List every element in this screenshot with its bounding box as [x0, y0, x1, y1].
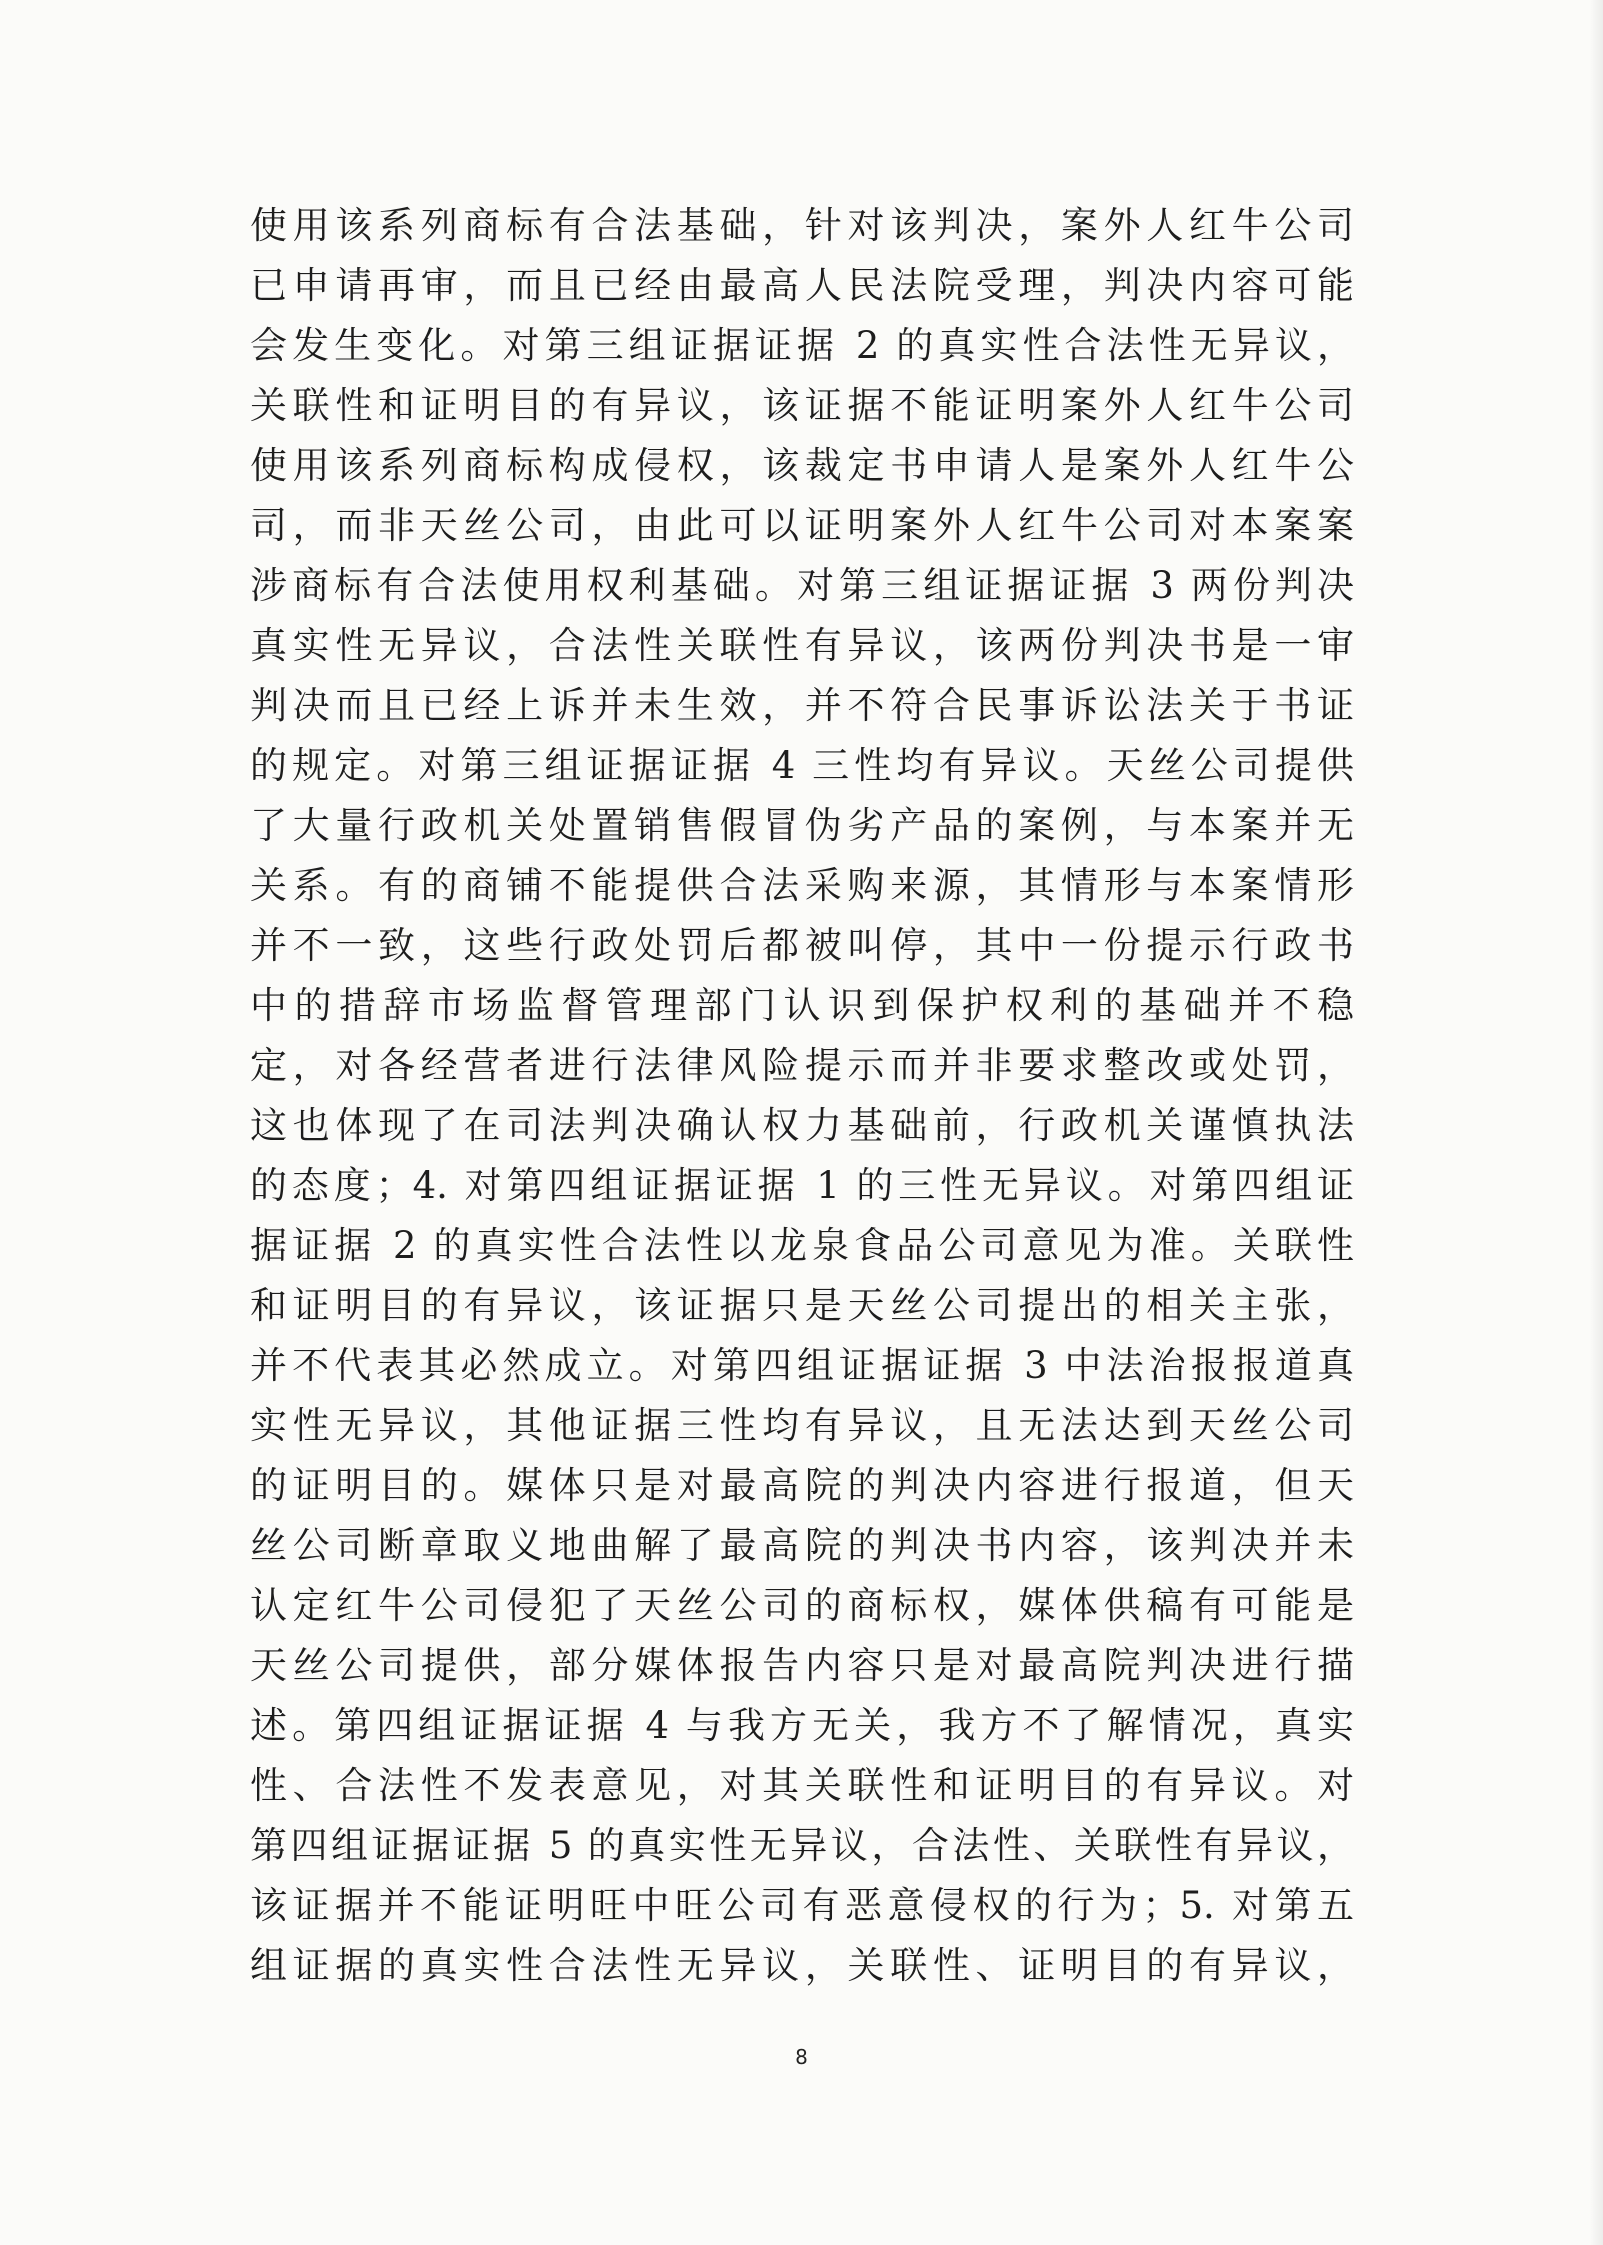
text-line: 了大量行政机关处置销售假冒伪劣产品的案例，与本案并无	[250, 804, 1354, 847]
text-line: 中的措辞市场监督管理部门认识到保护权利的基础并不稳	[250, 984, 1354, 1027]
text-line: 述。第四组证据证据 4 与我方无关，我方不了解情况，真实	[250, 1704, 1354, 1747]
text-line: 的证明目的。媒体只是对最高院的判决内容进行报道，但天	[250, 1464, 1354, 1507]
text-line: 已申请再审，而且已经由最高人民法院受理，判决内容可能	[250, 264, 1354, 307]
page-number: 8	[795, 2045, 808, 2069]
text-line: 组证据的真实性合法性无异议，关联性、证明目的有异议，	[250, 1944, 1354, 1987]
text-line: 使用该系列商标构成侵权，该裁定书申请人是案外人红牛公	[250, 444, 1354, 487]
text-line: 真实性无异议，合法性关联性有异议，该两份判决书是一审	[250, 624, 1354, 667]
scan-edge-shadow	[1589, 0, 1603, 2245]
text-line: 并不一致，这些行政处罚后都被叫停，其中一份提示行政书	[250, 924, 1354, 967]
text-line: 涉商标有合法使用权利基础。对第三组证据证据 3 两份判决	[250, 564, 1354, 607]
text-line: 并不代表其必然成立。对第四组证据证据 3 中法治报报道真	[250, 1344, 1354, 1387]
text-line: 的态度；4. 对第四组证据证据 1 的三性无异议。对第四组证	[250, 1164, 1354, 1207]
text-line: 司，而非天丝公司，由此可以证明案外人红牛公司对本案案	[250, 504, 1354, 547]
text-line: 性、合法性不发表意见，对其关联性和证明目的有异议。对	[250, 1764, 1354, 1807]
text-line: 的规定。对第三组证据证据 4 三性均有异议。天丝公司提供	[250, 744, 1354, 787]
text-line: 会发生变化。对第三组证据证据 2 的真实性合法性无异议，	[250, 324, 1354, 367]
text-line: 天丝公司提供，部分媒体报告内容只是对最高院判决进行描	[250, 1644, 1354, 1687]
body-text	[250, 196, 1354, 1996]
text-line: 实性无异议，其他证据三性均有异议，且无法达到天丝公司	[250, 1404, 1354, 1447]
text-line: 丝公司断章取义地曲解了最高院的判决书内容，该判决并未	[250, 1524, 1354, 1567]
text-line: 该证据并不能证明旺中旺公司有恶意侵权的行为；5. 对第五	[250, 1884, 1354, 1927]
text-line: 据证据 2 的真实性合法性以龙泉食品公司意见为准。关联性	[250, 1224, 1354, 1267]
text-line: 和证明目的有异议，该证据只是天丝公司提出的相关主张，	[250, 1284, 1354, 1327]
text-line: 定，对各经营者进行法律风险提示而并非要求整改或处罚，	[250, 1044, 1354, 1087]
text-line: 使用该系列商标有合法基础，针对该判决，案外人红牛公司	[250, 204, 1354, 247]
text-line: 关系。有的商铺不能提供合法采购来源，其情形与本案情形	[250, 864, 1354, 907]
text-line: 第四组证据证据 5 的真实性无异议，合法性、关联性有异议，	[250, 1824, 1354, 1867]
text-line: 判决而且已经上诉并未生效，并不符合民事诉讼法关于书证	[250, 684, 1354, 727]
text-line: 这也体现了在司法判决确认权力基础前，行政机关谨慎执法	[250, 1104, 1354, 1147]
text-line: 关联性和证明目的有异议，该证据不能证明案外人红牛公司	[250, 384, 1354, 427]
text-line: 认定红牛公司侵犯了天丝公司的商标权，媒体供稿有可能是	[250, 1584, 1354, 1627]
